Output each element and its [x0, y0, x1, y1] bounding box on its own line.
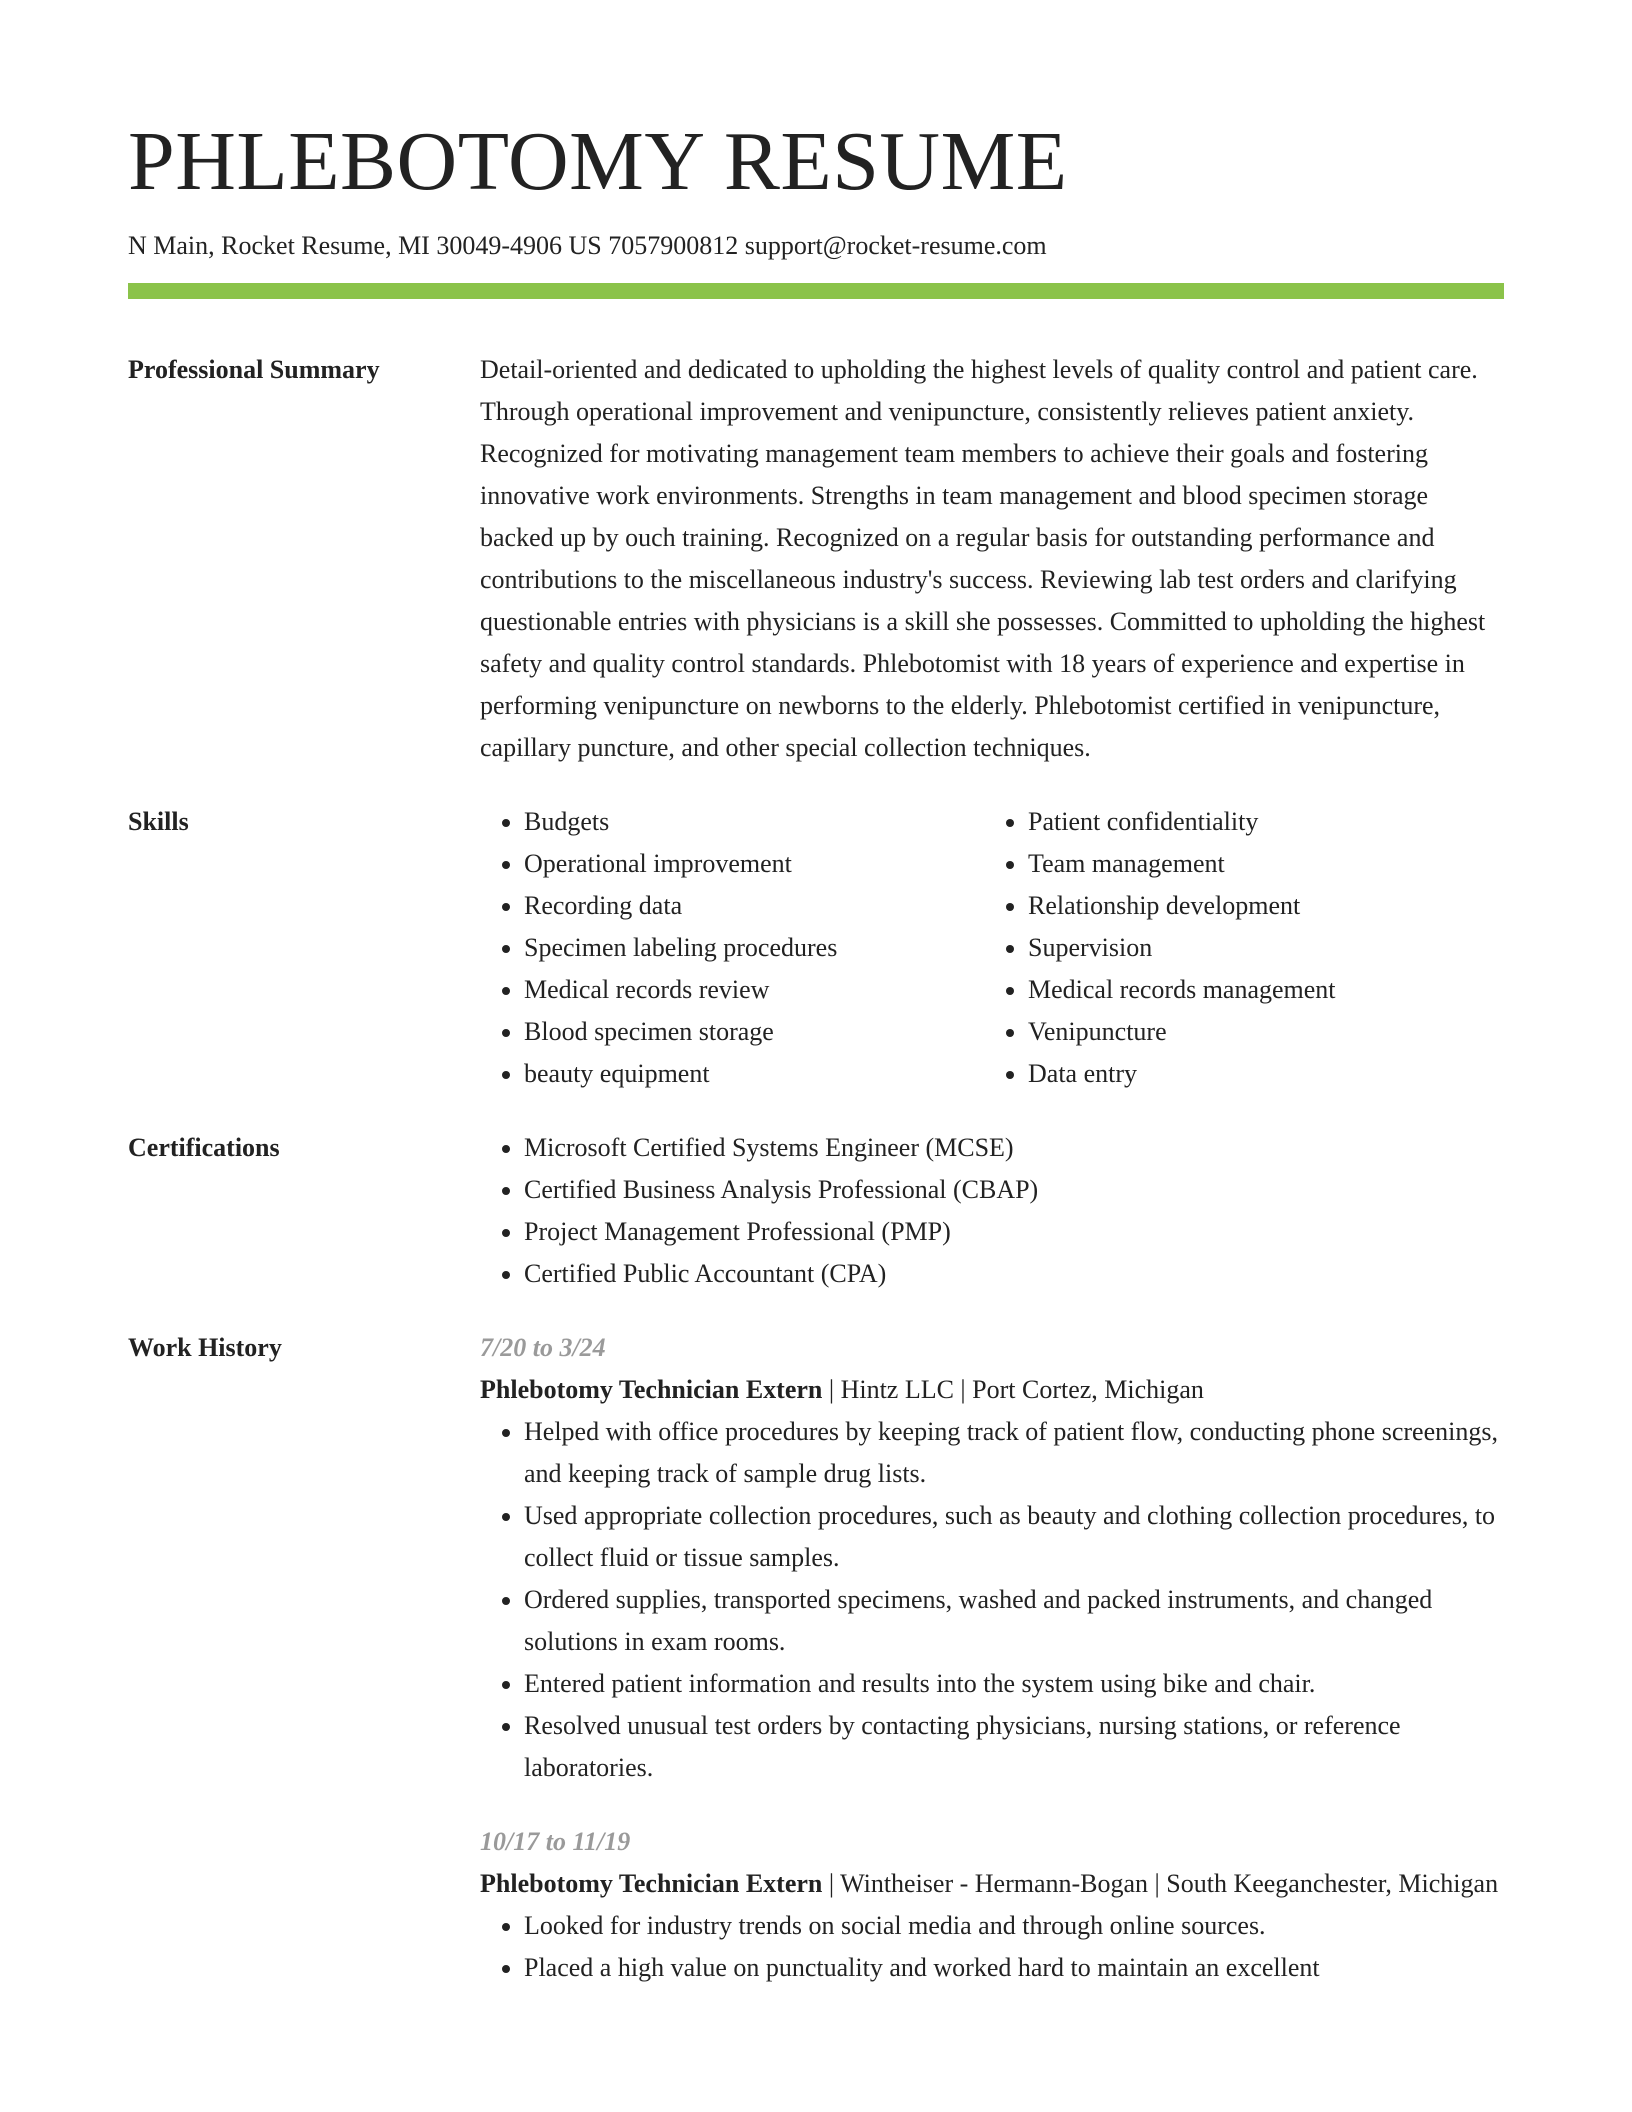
job-duty-item: • Looked for industry trends on social media and through online sources. — [524, 1905, 1504, 1947]
skill-item: • Budgets — [524, 801, 984, 843]
skill-item: • Patient confidentiality — [1028, 801, 1488, 843]
section-title: Certifications — [128, 1133, 280, 1163]
job-title: Phlebotomy Technician Extern — [480, 1869, 823, 1899]
skills-list-left — [480, 801, 984, 1095]
skill-item: • Blood specimen storage — [524, 1011, 984, 1053]
job-header — [480, 1863, 1504, 1905]
job-duty-item: • Helped with office procedures by keeping track of patient flow, conducting phone screenings, and keeping track of sample drug lists. — [524, 1411, 1504, 1495]
job-duty-item: • Entered patient information and results into the system using bike and chair. — [524, 1663, 1504, 1705]
section-title: Work History — [128, 1333, 282, 1363]
job-duty-item: • Used appropriate collection procedures, such as beauty and clothing collection procedures, to collect fluid or tissue samples. — [524, 1495, 1504, 1579]
skill-item: • Medical records management — [1028, 969, 1488, 1011]
resume-title: PHLEBOTOMY RESUME — [128, 115, 1068, 208]
skill-item: • Operational improvement — [524, 843, 984, 885]
skills-grid — [480, 801, 1504, 1095]
work-history-body — [480, 1327, 1504, 1989]
job-duty-item: • Ordered supplies, transported specimens, washed and packed instruments, and changed solutions in exam rooms. — [524, 1579, 1504, 1663]
job-duty-item: • Placed a high value on punctuality and worked hard to maintain an excellent — [524, 1947, 1504, 1989]
job-entry — [480, 1821, 1504, 1989]
skill-item: • Venipuncture — [1028, 1011, 1488, 1053]
skill-item: • Relationship development — [1028, 885, 1488, 927]
job-duties-list — [480, 1411, 1504, 1789]
job-dates: 10/17 to 11/19 — [480, 1827, 631, 1857]
section-title: Professional Summary — [128, 355, 380, 385]
job-duties-list — [480, 1905, 1504, 1989]
certification-item: • Certified Public Accountant (CPA) — [524, 1253, 1504, 1295]
certifications-list — [480, 1127, 1504, 1295]
work-history-section — [128, 1327, 1504, 1989]
skill-item: • Data entry — [1028, 1053, 1488, 1095]
certification-item: • Microsoft Certified Systems Engineer (MCSE) — [524, 1127, 1504, 1169]
job-header — [480, 1369, 1504, 1411]
resume-page — [128, 115, 1504, 1989]
job-dates: 7/20 to 3/24 — [480, 1333, 606, 1363]
skills-list-right — [984, 801, 1488, 1095]
professional-summary-section — [128, 349, 1504, 769]
skills-column-left — [480, 801, 984, 1095]
skill-item: • Recording data — [524, 885, 984, 927]
skill-item: • Specimen labeling procedures — [524, 927, 984, 969]
certifications-body — [480, 1127, 1504, 1295]
summary-text: Detail-oriented and dedicated to upholding the highest levels of quality control and patient care. Through operational improvement and venipuncture, consistently relieves patient anxiety. Recognized for motivating management team members to achieve their goals and fostering innovative work environments. Strengths in team management and blood specimen storage backed up by ouch training. Recognized on a regular basis for outstanding performance and contributions to the miscellaneous industry's success. Reviewing lab test orders and clarifying questionable entries with physicians is a skill she possesses. Committed to upholding the highest safety and quality control standards. Phlebotomist with 18 years of experience and expertise in performing venipuncture on newborns to the elderly. Phlebotomist certified in venipuncture, capillary puncture, and other special collection techniques. — [480, 355, 1486, 763]
skill-item: • Medical records review — [524, 969, 984, 1011]
job-employer-location: | Wintheiser - Hermann-Bogan | South Keeganchester, Michigan — [822, 1869, 1499, 1899]
job-employer-location: | Hintz LLC | Port Cortez, Michigan — [822, 1375, 1204, 1405]
certification-item: • Certified Business Analysis Professional (CBAP) — [524, 1169, 1504, 1211]
header-divider — [128, 283, 1504, 299]
section-title: Skills — [128, 807, 189, 837]
job-title: Phlebotomy Technician Extern — [480, 1375, 823, 1405]
skills-section — [128, 801, 1504, 1095]
job-entry — [480, 1327, 1504, 1789]
contact-line: N Main, Rocket Resume, MI 30049-4906 US 7057900812 support@rocket-resume.com — [128, 231, 1047, 260]
skill-item: • beauty equipment — [524, 1053, 984, 1095]
skill-item: • Supervision — [1028, 927, 1488, 969]
certifications-section — [128, 1127, 1504, 1295]
skill-item: • Team management — [1028, 843, 1488, 885]
certification-item: • Project Management Professional (PMP) — [524, 1211, 1504, 1253]
job-duty-item: • Resolved unusual test orders by contacting physicians, nursing stations, or reference laboratories. — [524, 1705, 1504, 1789]
skills-column-right — [984, 801, 1488, 1095]
